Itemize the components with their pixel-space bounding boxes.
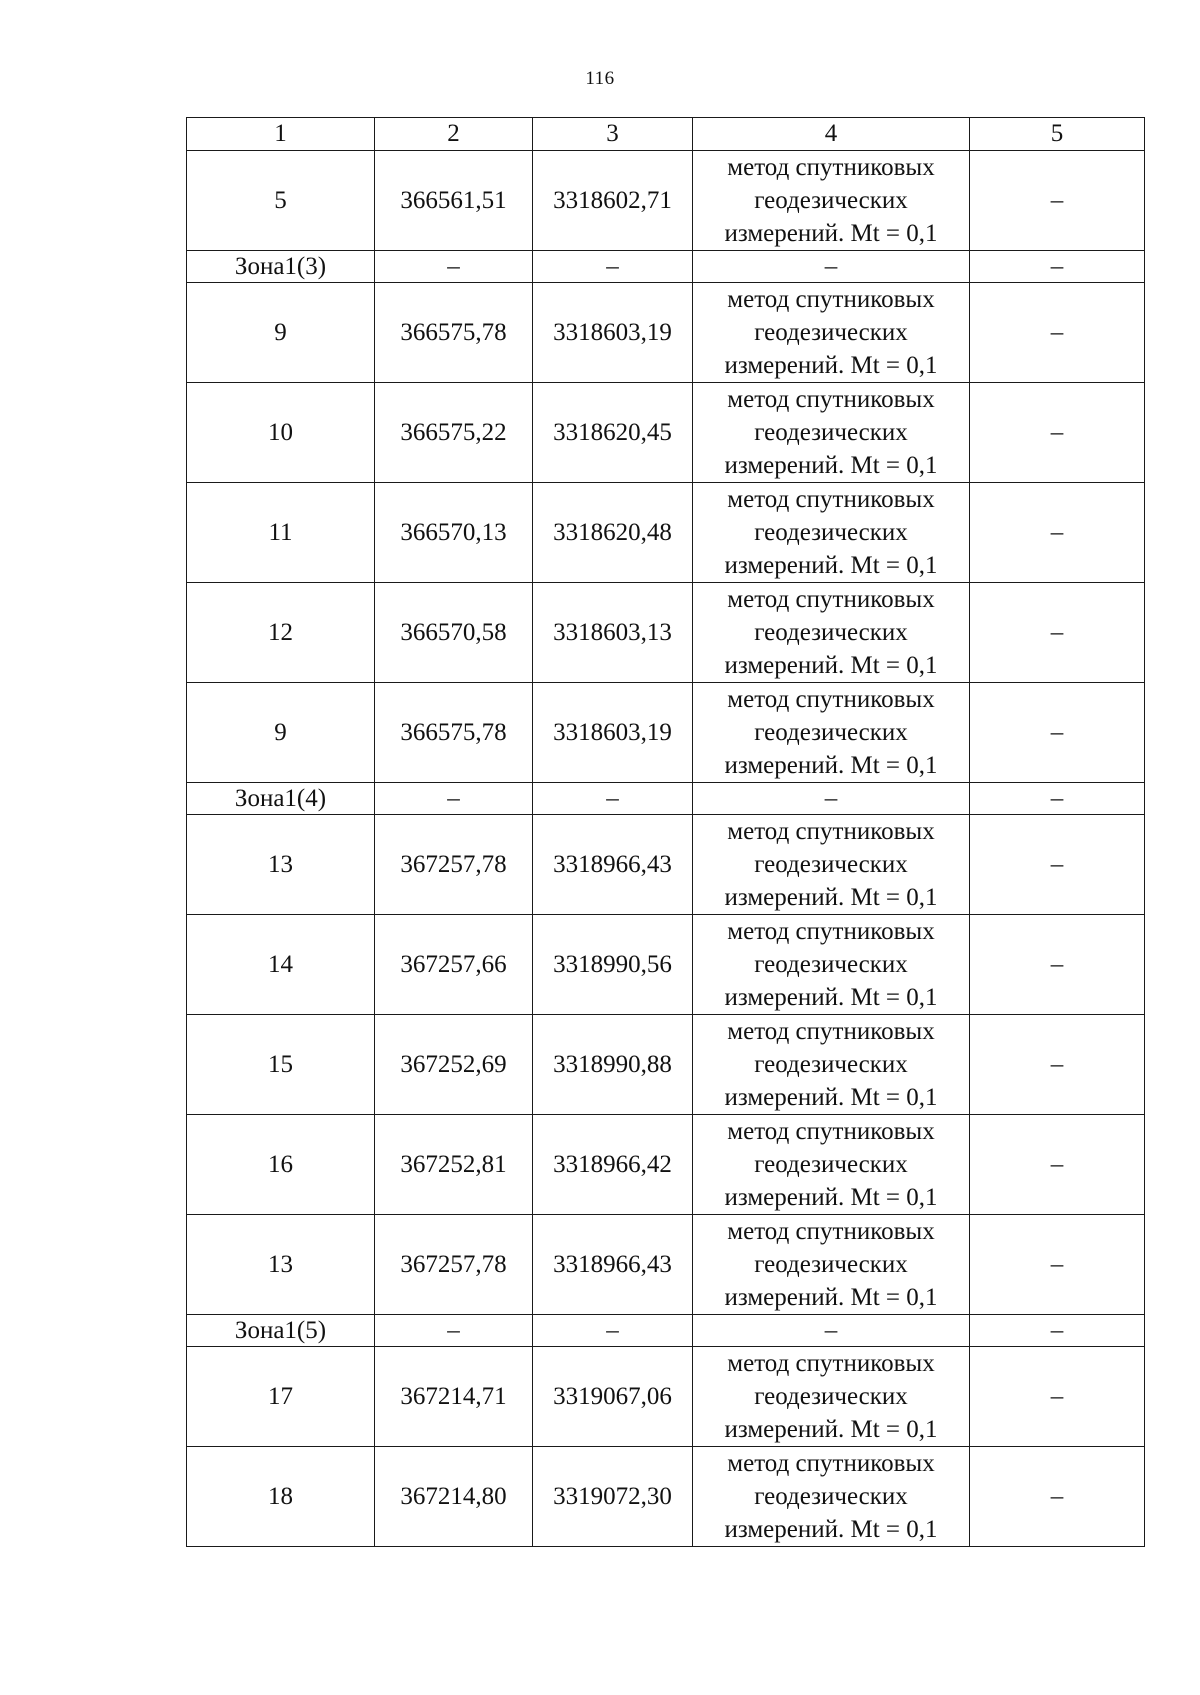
empty-dash-cell: – [375, 251, 533, 283]
y-coordinate-cell: 3318966,43 [533, 815, 693, 915]
point-number-cell: 17 [187, 1347, 375, 1447]
empty-dash-cell: – [970, 783, 1145, 815]
method-text-line: метод спутниковых [727, 386, 935, 413]
column-5-cell: – [970, 1447, 1145, 1547]
x-coordinate-cell: 367257,78 [375, 815, 533, 915]
method-text-line: метод спутниковых [727, 1218, 935, 1245]
empty-dash-cell: – [693, 783, 970, 815]
point-number-cell: 14 [187, 915, 375, 1015]
table-row [187, 915, 1145, 1015]
method-text-line: геодезических [754, 1251, 908, 1278]
method-text-line: геодезических [754, 951, 908, 978]
column-5-cell: – [970, 151, 1145, 251]
method-cell [693, 283, 970, 383]
y-coordinate-cell: 3318620,48 [533, 483, 693, 583]
method-cell [693, 383, 970, 483]
point-number-cell: 18 [187, 1447, 375, 1547]
x-coordinate-cell: 367252,81 [375, 1115, 533, 1215]
empty-dash-cell: – [533, 783, 693, 815]
x-coordinate-cell: 366575,22 [375, 383, 533, 483]
empty-dash-cell: – [533, 1315, 693, 1347]
table-row [187, 1447, 1145, 1547]
point-number-cell: 5 [187, 151, 375, 251]
empty-dash-cell: – [693, 251, 970, 283]
method-text-line: измерений. Mt = 0,1 [724, 552, 938, 579]
empty-dash-cell: – [533, 251, 693, 283]
method-text-line: метод спутниковых [727, 486, 935, 513]
x-coordinate-cell: 367214,71 [375, 1347, 533, 1447]
table-row [187, 815, 1145, 915]
y-coordinate-cell: 3318990,56 [533, 915, 693, 1015]
x-coordinate-cell: 366570,58 [375, 583, 533, 683]
method-cell [693, 683, 970, 783]
empty-dash-cell: – [375, 783, 533, 815]
point-number-cell: 10 [187, 383, 375, 483]
table-row [187, 1347, 1145, 1447]
zone-row [187, 251, 1145, 283]
table-body [187, 151, 1145, 1547]
method-cell [693, 1115, 970, 1215]
method-cell [693, 815, 970, 915]
table-row [187, 483, 1145, 583]
point-number-cell: 13 [187, 815, 375, 915]
x-coordinate-cell: 367214,80 [375, 1447, 533, 1547]
column-header: 2 [375, 118, 533, 151]
column-5-cell: – [970, 383, 1145, 483]
y-coordinate-cell: 3318603,13 [533, 583, 693, 683]
table-row [187, 1015, 1145, 1115]
method-text-line: геодезических [754, 1151, 908, 1178]
method-text-line: геодезических [754, 319, 908, 346]
point-number-cell: 16 [187, 1115, 375, 1215]
y-coordinate-cell: 3318990,88 [533, 1015, 693, 1115]
method-text-line: метод спутниковых [727, 1118, 935, 1145]
method-cell [693, 483, 970, 583]
method-text-line: геодезических [754, 187, 908, 214]
method-cell [693, 915, 970, 1015]
method-text-line: геодезических [754, 1383, 908, 1410]
method-text-line: метод спутниковых [727, 818, 935, 845]
column-5-cell: – [970, 1347, 1145, 1447]
x-coordinate-cell: 366561,51 [375, 151, 533, 251]
method-text-line: метод спутниковых [727, 918, 935, 945]
y-coordinate-cell: 3319067,06 [533, 1347, 693, 1447]
empty-dash-cell: – [375, 1315, 533, 1347]
point-number-cell: 13 [187, 1215, 375, 1315]
x-coordinate-cell: 367257,66 [375, 915, 533, 1015]
x-coordinate-cell: 367257,78 [375, 1215, 533, 1315]
table-row [187, 1215, 1145, 1315]
y-coordinate-cell: 3318603,19 [533, 283, 693, 383]
column-5-cell: – [970, 483, 1145, 583]
method-text-line: измерений. Mt = 0,1 [724, 1184, 938, 1211]
x-coordinate-cell: 366570,13 [375, 483, 533, 583]
table-row [187, 1115, 1145, 1215]
table-header-row [187, 118, 1145, 151]
method-text-line: измерений. Mt = 0,1 [724, 352, 938, 379]
zone-label: Зона1(3) [187, 251, 375, 283]
method-text-line: измерений. Mt = 0,1 [724, 652, 938, 679]
method-text-line: измерений. Mt = 0,1 [724, 1284, 938, 1311]
zone-row [187, 1315, 1145, 1347]
empty-dash-cell: – [970, 1315, 1145, 1347]
table-row [187, 151, 1145, 251]
method-text-line: метод спутниковых [727, 1450, 935, 1477]
method-text-line: геодезических [754, 851, 908, 878]
point-number-cell: 15 [187, 1015, 375, 1115]
y-coordinate-cell: 3318966,43 [533, 1215, 693, 1315]
method-text-line: измерений. Mt = 0,1 [724, 984, 938, 1011]
method-cell [693, 1015, 970, 1115]
method-text-line: измерений. Mt = 0,1 [724, 1084, 938, 1111]
y-coordinate-cell: 3318603,19 [533, 683, 693, 783]
method-text-line: геодезических [754, 719, 908, 746]
method-text-line: метод спутниковых [727, 1018, 935, 1045]
y-coordinate-cell: 3318602,71 [533, 151, 693, 251]
column-header: 3 [533, 118, 693, 151]
method-text-line: измерений. Mt = 0,1 [724, 220, 938, 247]
x-coordinate-cell: 367252,69 [375, 1015, 533, 1115]
table-row [187, 583, 1145, 683]
zone-row [187, 783, 1145, 815]
method-cell [693, 151, 970, 251]
empty-dash-cell: – [970, 251, 1145, 283]
zone-label: Зона1(4) [187, 783, 375, 815]
method-cell [693, 1447, 970, 1547]
method-cell [693, 583, 970, 683]
method-text-line: метод спутниковых [727, 154, 935, 181]
page-number: 116 [585, 68, 615, 89]
point-number-cell: 11 [187, 483, 375, 583]
empty-dash-cell: – [693, 1315, 970, 1347]
column-5-cell: – [970, 815, 1145, 915]
method-text-line: измерений. Mt = 0,1 [724, 884, 938, 911]
column-5-cell: – [970, 683, 1145, 783]
method-text-line: геодезических [754, 619, 908, 646]
column-header: 5 [970, 118, 1145, 151]
y-coordinate-cell: 3319072,30 [533, 1447, 693, 1547]
method-cell [693, 1215, 970, 1315]
method-text-line: измерений. Mt = 0,1 [724, 752, 938, 779]
zone-label: Зона1(5) [187, 1315, 375, 1347]
column-header: 4 [693, 118, 970, 151]
method-text-line: метод спутниковых [727, 1350, 935, 1377]
column-5-cell: – [970, 1115, 1145, 1215]
point-number-cell: 9 [187, 683, 375, 783]
method-text-line: метод спутниковых [727, 686, 935, 713]
method-text-line: геодезических [754, 1483, 908, 1510]
y-coordinate-cell: 3318620,45 [533, 383, 693, 483]
method-text-line: измерений. Mt = 0,1 [724, 1416, 938, 1443]
column-5-cell: – [970, 583, 1145, 683]
table-row [187, 683, 1145, 783]
method-text-line: геодезических [754, 419, 908, 446]
column-5-cell: – [970, 1215, 1145, 1315]
column-5-cell: – [970, 283, 1145, 383]
column-5-cell: – [970, 915, 1145, 1015]
method-text-line: измерений. Mt = 0,1 [724, 1516, 938, 1543]
x-coordinate-cell: 366575,78 [375, 683, 533, 783]
point-number-cell: 12 [187, 583, 375, 683]
method-text-line: геодезических [754, 519, 908, 546]
y-coordinate-cell: 3318966,42 [533, 1115, 693, 1215]
column-header: 1 [187, 118, 375, 151]
coordinates-table [186, 117, 1145, 1547]
column-5-cell: – [970, 1015, 1145, 1115]
point-number-cell: 9 [187, 283, 375, 383]
table-row [187, 283, 1145, 383]
method-text-line: метод спутниковых [727, 286, 935, 313]
method-text-line: метод спутниковых [727, 586, 935, 613]
method-cell [693, 1347, 970, 1447]
method-text-line: геодезических [754, 1051, 908, 1078]
method-text-line: измерений. Mt = 0,1 [724, 452, 938, 479]
x-coordinate-cell: 366575,78 [375, 283, 533, 383]
table-row [187, 383, 1145, 483]
